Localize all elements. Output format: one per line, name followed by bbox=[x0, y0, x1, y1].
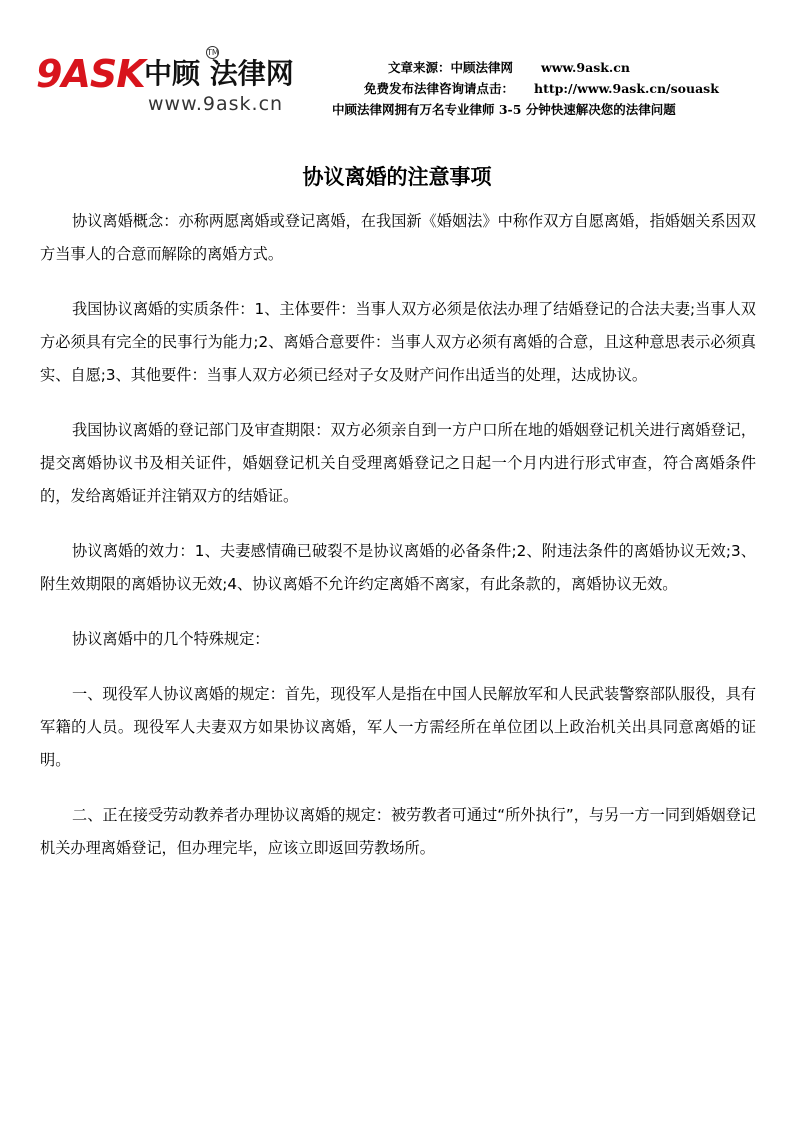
source-site-link[interactable]: www.9ask.cn bbox=[541, 60, 630, 75]
article-body bbox=[40, 205, 756, 887]
consult-link[interactable]: http://www.9ask.cn/souask bbox=[534, 81, 719, 96]
paragraph-military: 一、现役军人协议离婚的规定：首先，现役军人是指在中国人民解放军和人民武装警察部队服役，具有军籍的人员。现役军人夫妻双方如果协议离婚，军人一方需经所在单位团以上政治机关出具同意离婚的证明。 bbox=[40, 685, 756, 769]
logo-brand-name: 中顾 法律网 bbox=[144, 57, 294, 90]
consult-label: 免费发布法律咨询请点击： bbox=[364, 81, 515, 96]
consult-line bbox=[364, 81, 719, 97]
trademark-icon: TM bbox=[207, 48, 219, 57]
paragraph-labor-education: 二、正在接受劳动教养者办理协议离婚的规定：被劳教者可通过“所外执行”，与另一方一同到婚姻登记机关办理离婚登记，但办理完毕，应该立即返回劳教场所。 bbox=[40, 806, 756, 857]
paragraph-registration: 我国协议离婚的登记部门及审查期限：双方必须亲自到一方户口所在地的婚姻登记机关进行离婚登记，提交离婚协议书及相关证件，婚姻登记机关自受理离婚登记之日起一个月内进行形式审查，符合离婚条件的，发给离婚证并注销双方的结婚证。 bbox=[40, 421, 756, 505]
logo-brand-mark: 9ASK bbox=[36, 52, 145, 96]
paragraph-definition: 协议离婚概念：亦称两愿离婚或登记离婚，在我国新《婚姻法》中称作双方自愿离婚，指婚姻关系因双方当事人的合意而解除的离婚方式。 bbox=[40, 212, 756, 263]
logo-url: www.9ask.cn bbox=[148, 93, 284, 115]
page-header bbox=[0, 0, 794, 130]
page-title: 协议离婚的注意事项 bbox=[302, 164, 492, 190]
site-logo[interactable] bbox=[36, 48, 316, 122]
paragraph-special-rules-heading: 协议离婚中的几个特殊规定： bbox=[72, 630, 270, 648]
paragraph-effect: 协议离婚的效力：1、夫妻感情确已破裂不是协议离婚的必备条件;2、附违法条件的离婚协议无效;3、附生效期限的离婚协议无效;4、协议离婚不允许约定离婚不离家，有此条款的，离婚协议无效。 bbox=[40, 542, 756, 593]
source-label: 文章来源：中顾法律网 bbox=[388, 60, 514, 75]
source-line bbox=[388, 60, 630, 76]
paragraph-substantive-conditions: 我国协议离婚的实质条件：1、主体要件：当事人双方必须是依法办理了结婚登记的合法夫妻;当事人双方必须具有完全的民事行为能力;2、离婚合意要件：当事人双方必须有离婚的合意，且这种意思表示必须真实、自愿;3、其他要件：当事人双方必须已经对子女及财产问作出适当的处理，达成协议。 bbox=[40, 300, 756, 384]
slogan: 中顾法律网拥有万名专业律师 3-5 分钟快速解决您的法律问题 bbox=[332, 102, 676, 117]
